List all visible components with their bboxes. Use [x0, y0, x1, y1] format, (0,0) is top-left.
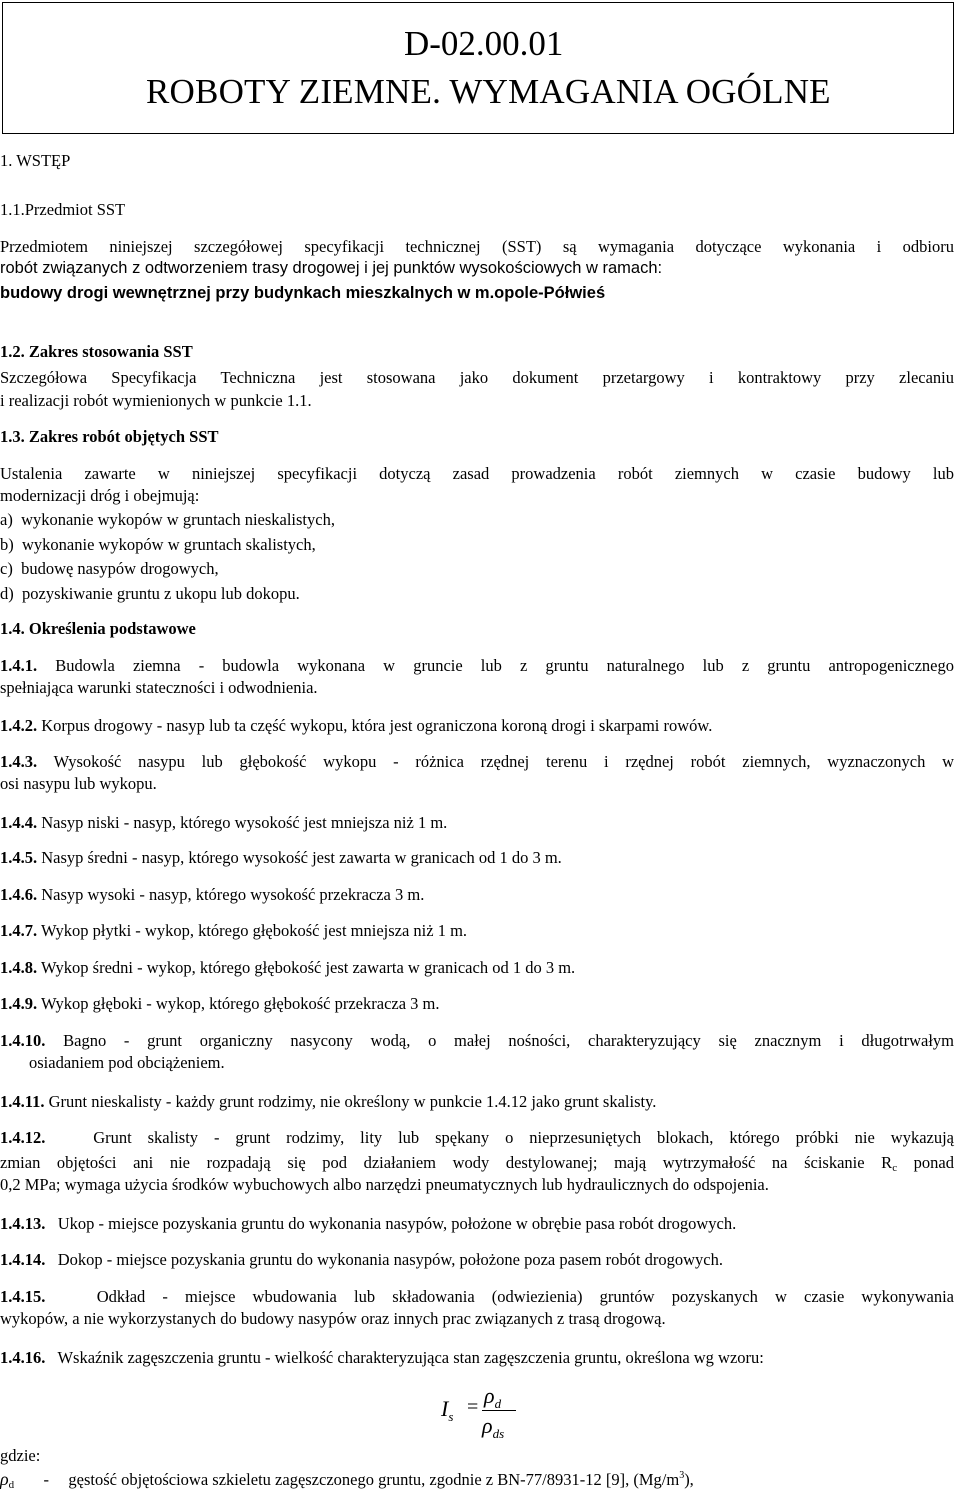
definition-1-4-8: 1.4.8. Wykop średni - wykop, którego głębokość jest zawarta w granicach od 1 do 3 m.: [0, 958, 576, 977]
paragraph-line: Szczegółowa Specyfikacja Techniczna jest stosowana jako dokument przetargowy i kontraktowy przy zlecaniu: [0, 368, 954, 387]
definition-1-4-10: 1.4.10. Bagno - grunt organiczny nasycony wodą, o małej nośności, charakteryzujący się znacznym i długotrwałym: [0, 1031, 954, 1050]
document-title: ROBOTY ZIEMNE. WYMAGANIA OGÓLNE: [146, 72, 831, 111]
subsection-heading-1-2: 1.2. Zakres stosowania SST: [0, 342, 193, 361]
definition-continuation: 0,2 MPa; wymaga użycia środków wybuchowych albo narzędzi pneumatycznych lub hydraulicznych do odspojenia.: [0, 1175, 769, 1194]
subsection-heading-1-1: 1.1.Przedmiot SST: [0, 200, 126, 219]
document-code: D-02.00.01: [404, 24, 564, 63]
definition-1-4-13: 1.4.13. Ukop - miejsce pozyskania gruntu do wykonania nasypów, położone w obrębie pasa robót drogowych.: [0, 1214, 737, 1233]
definition-1-4-6: 1.4.6. Nasyp wysoki - nasyp, którego wysokość przekracza 3 m.: [0, 885, 425, 904]
paragraph-line: i realizacji robót wymienionych w punkcie 1.1.: [0, 391, 312, 410]
header-box: [2, 2, 954, 134]
paragraph-line: modernizacji dróg i obejmują:: [0, 486, 200, 505]
definition-1-4-5: 1.4.5. Nasyp średni - nasyp, którego wysokość jest zawarta w granicach od 1 do 3 m.: [0, 848, 562, 867]
fraction-bar: [482, 1410, 516, 1411]
formula-equals: =: [467, 1396, 479, 1418]
project-name: budowy drogi wewnętrznej przy budynkach mieszkalnych w m.opole-Półwieś: [0, 284, 606, 302]
definition-continuation: osi nasypu lub wykopu.: [0, 774, 157, 793]
paragraph-line: robót związanych z odtworzeniem trasy drogowej i jej punktów wysokościowych w ramach:: [0, 259, 663, 277]
definition-1-4-14: 1.4.14. Dokop - miejsce pozyskania gruntu do wykonania nasypów, położone poza pasem robót drogowych.: [0, 1250, 723, 1269]
paragraph-line: Ustalenia zawarte w niniejszej specyfikacji dotyczą zasad prowadzenia robót ziemnych w czasie budowy lub: [0, 464, 954, 483]
subsection-heading-1-4: 1.4. Określenia podstawowe: [0, 619, 196, 638]
formula-denominator: $\rho_{ds}$: [482, 1413, 505, 1441]
symbol-definition: $\rho_d$ - gęstość objętościowa szkieletu zagęszczonego gruntu, zgodnie z BN-77/8931-12 [9], $(Mg/m^3)$,: [0, 1469, 694, 1491]
list-item: d) pozyskiwanie gruntu z ukopu lub dokopu.: [0, 584, 300, 603]
definition-1-4-15: 1.4.15. Odkład - miejsce wbudowania lub składowania (odwiezienia) gruntów pozyskanych w czasie wykonywania: [0, 1287, 954, 1306]
definition-1-4-1: 1.4.1. Budowla ziemna - budowla wykonana w gruncie lub z gruntu naturalnego lub z gruntu antropogenicznego: [0, 656, 954, 675]
definition-1-4-4: 1.4.4. Nasyp niski - nasyp, którego wysokość jest mniejsza niż 1 m.: [0, 813, 448, 832]
where-label: gdzie:: [0, 1446, 41, 1465]
definition-continuation: wykopów, a nie wykorzystanych do budowy nasypów oraz innych prac związanych z trasą drogową.: [0, 1309, 666, 1328]
paragraph-line: Przedmiotem niniejszej szczegółowej specyfikacji technicznej (SST) są wymagania dotyczące wykonania i odbioru: [0, 237, 954, 256]
definition-1-4-11: 1.4.11. Grunt nieskalisty - każdy grunt rodzimy, nie określony w punkcie 1.4.12 jako grunt skalisty.: [0, 1092, 657, 1111]
definition-1-4-12: 1.4.12. Grunt skalisty - grunt rodzimy, lity lub spękany o nieprzesuniętych blokach, którego próbki nie wykazują: [0, 1128, 954, 1147]
definition-continuation: zmian objętości ani nie rozpadają się pod działaniem wody destylowanej; mają wytrzymałość na ściskanie $R_c$ ponad: [0, 1153, 955, 1174]
definition-1-4-7: 1.4.7. Wykop płytki - wykop, którego głębokość jest mniejsza niż 1 m.: [0, 921, 468, 940]
formula-lhs: $I_s$: [441, 1396, 454, 1424]
definition-continuation: spełniająca warunki stateczności i odwodnienia.: [0, 678, 318, 697]
definition-1-4-9: 1.4.9. Wykop głęboki - wykop, którego głębokość przekracza 3 m.: [0, 994, 440, 1013]
definition-continuation: osiadaniem pod obciążeniem.: [29, 1053, 225, 1072]
list-item: c) budowę nasypów drogowych,: [0, 559, 219, 578]
definition-1-4-3: 1.4.3. Wysokość nasypu lub głębokość wykopu - różnica rzędnej terenu i rzędnej robót ziemnych, wyznaczonych w: [0, 752, 955, 771]
definition-1-4-16: 1.4.16. Wskaźnik zagęszczenia gruntu - wielkość charakteryzująca stan zagęszczenia gruntu, określona wg wzoru:: [0, 1348, 764, 1367]
section-heading-intro: 1. WSTĘP: [0, 151, 71, 170]
formula-numerator: $\rho_d$: [484, 1383, 502, 1411]
subsection-heading-1-3: 1.3. Zakres robót objętych SST: [0, 427, 219, 446]
definition-1-4-2: 1.4.2. Korpus drogowy - nasyp lub ta część wykopu, która jest ograniczona koroną drogi i skarpami rowów.: [0, 716, 713, 735]
list-item: a) wykonanie wykopów w gruntach nieskalistych,: [0, 510, 335, 529]
list-item: b) wykonanie wykopów w gruntach skalistych,: [0, 535, 316, 554]
